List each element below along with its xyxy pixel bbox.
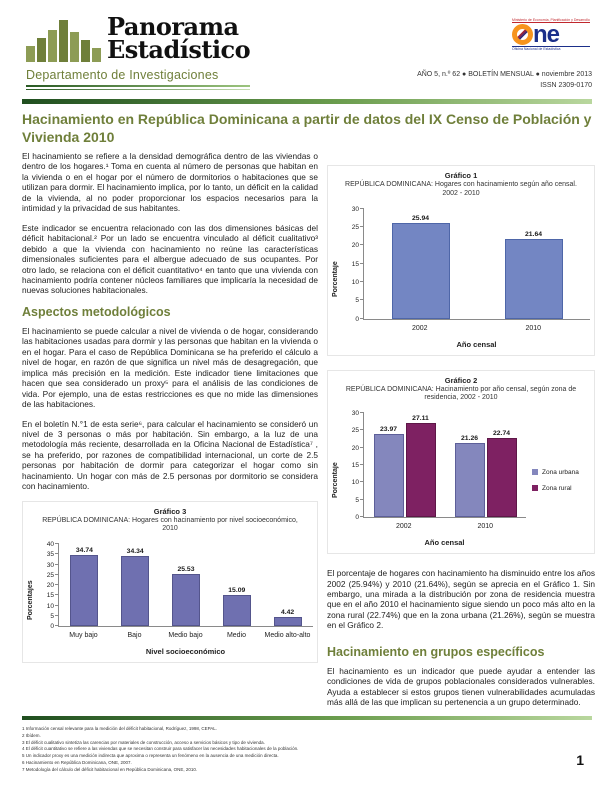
header-divider (22, 99, 592, 104)
y-tick-label: 10 (46, 602, 54, 610)
chart-subtitle: REPÚBLICA DOMINICANA: Hacinamiento por año censal, según zona de residencia, 2002 - 2010 (345, 385, 577, 402)
y-axis-label: Porcentaje (332, 260, 339, 297)
category-group (110, 544, 161, 626)
bar-value-label: 34.34 (126, 547, 144, 555)
x-tick-label: 2002 (395, 523, 412, 531)
x-tick-row (363, 523, 526, 531)
category-group (477, 209, 590, 319)
article-title: Hacinamiento en República Dominicana a partir de datos del IX Censo de Población y Vivienda 2010 (22, 111, 592, 146)
issn: ISSN 2309-0170 (540, 81, 592, 89)
page-number: 1 (576, 752, 584, 768)
issue-line: AÑO 5, n.º 62 ● BOLETÍN MENSUAL ● noviembre 2013 (417, 71, 592, 78)
issue-info (417, 70, 592, 91)
chart-body (332, 410, 590, 548)
left-column (22, 151, 318, 677)
y-tick-label: 25 (351, 427, 359, 435)
brand-title (107, 12, 251, 65)
chart-subtitle: REPÚBLICA DOMINICANA: Hogares con hacinamiento según año censal. 2002 - 2010 (345, 181, 577, 197)
chart-grafico-2 (327, 370, 595, 555)
one-logo (512, 18, 590, 51)
y-tick-label: 30 (351, 410, 359, 418)
x-tick-row (58, 632, 313, 640)
y-tick-label: 20 (351, 444, 359, 452)
plot-area (351, 410, 526, 522)
legend (526, 413, 590, 547)
bar-value-label: 22.74 (492, 430, 511, 438)
chart-subtitle: REPÚBLICA DOMINICANA: Hogares con hacinamiento por nivel socioeconómico, 2010 (42, 516, 298, 533)
chart-title: Gráfico 3 (153, 506, 187, 516)
x-tick-label: Muy bajo (69, 632, 98, 640)
category-group (59, 544, 110, 626)
plot-area (46, 541, 313, 631)
x-axis-label: Año censal (456, 339, 497, 349)
ministry-label: Ministerio de Economía, Planificación y Desarrollo (512, 18, 590, 22)
bar (392, 215, 450, 318)
chart-frame (327, 165, 595, 356)
bar (274, 609, 302, 626)
y-tick-label: 5 (50, 612, 54, 620)
bars-row (59, 544, 313, 626)
one-caption: Oficina Nacional de Estadística (512, 46, 590, 51)
plot-area (351, 205, 590, 323)
footnote: 2 Ibídem. (22, 732, 41, 738)
footnote: 4 El déficit cuantitativo se refiere a las viviendas que se necesitan construir para satisfacer las necesidades habitacionales de la población. (22, 746, 299, 752)
bar (406, 415, 436, 517)
chart-title: Gráfico 2 (444, 375, 478, 385)
bars-row (364, 209, 590, 319)
y-axis-label: Porcentajes (27, 580, 34, 621)
bar-value-label: 27.11 (412, 415, 429, 423)
section-heading-groups: Hacinamiento en grupos específicos (327, 644, 545, 659)
y-tick-label: 25 (351, 223, 359, 231)
bar-value-label: 25.94 (411, 215, 430, 223)
footnote: 7 Metodología del cálculo del déficit habitacional en República Dominicana, ONE, 2010. (22, 766, 198, 772)
plot-column (343, 205, 590, 349)
brand-underline (26, 85, 250, 87)
plot-column (38, 541, 313, 657)
bar-value-label: 34.74 (75, 546, 93, 554)
chart-body (332, 205, 590, 349)
y-tick-label: 5 (355, 496, 359, 504)
bars-row (364, 413, 526, 517)
chart-body (27, 541, 313, 657)
paragraph-intro: El hacinamiento se refiere a la densidad demográfica dentro de las viviendas o dentro de los hogares.¹ Toma en cuenta al número de personas que habitan en la vivienda o en el hogar por el número de dormitorios o habitaciones que se utilizan para dormir. El hacinamiento implica, por lo tanto, un déficit en la calidad de la vivienda, al no poder proporcionar los espacios necesarios para la intimidad y la privacidad de sus habitantes. (22, 151, 318, 214)
footnote: 3 El déficit cualitativo sintetiza las carencias por materiales de construcción, acceso a servicios básicos y tipo de vivienda. (22, 739, 265, 745)
legend-item (532, 469, 590, 476)
bar-value-label: 15.09 (228, 587, 246, 595)
y-tick-label: 20 (46, 582, 54, 590)
y-tick-label: 30 (46, 561, 54, 569)
y-tick-label: 0 (355, 514, 359, 522)
bar-value-label: 4.42 (280, 609, 295, 617)
category-group (445, 413, 526, 517)
legend-swatch-icon (532, 469, 538, 475)
legend-label: Zona urbana (542, 468, 579, 476)
legend-item (532, 485, 590, 492)
category-group (364, 413, 445, 517)
y-tick-label: 35 (46, 551, 54, 559)
y-axis-label: Porcentaje (332, 462, 339, 498)
y-tick-label: 5 (355, 297, 359, 305)
x-tick-label: 2010 (477, 523, 494, 531)
legend-label: Zona rural (542, 484, 572, 492)
one-wordmark: ne (533, 20, 560, 48)
brand-underline-2 (26, 89, 250, 90)
x-tick-label: 2002 (411, 324, 428, 332)
header (22, 14, 592, 98)
y-tick-label: 20 (351, 242, 359, 250)
footnotes (22, 726, 592, 773)
legend-swatch-icon (532, 485, 538, 491)
chart-frame (327, 370, 595, 555)
paragraph-methodology: El hacinamiento se puede calcular a nivel de vivienda o de hogar, considerando las habitaciones usadas para dormir y las personas que habitan en la vivienda o en el hogar. Para el caso de República Dominicana se ha preferido el cálculo a nivel de hogar, en razón de que significa un nivel más de desagregación, que implica más precisión en la medición. Este indicador tiene limitaciones que hacen que sea considerado un proxy⁵ para el análisis de las condiciones de vida. Por ejemplo, una de estas restricciones es que no mide las dimensiones de las habitaciones. (22, 325, 318, 410)
department-label: Departamento de Investigaciones (26, 68, 219, 82)
y-tick-label: 10 (351, 278, 359, 286)
bar (505, 231, 563, 318)
bar (121, 547, 149, 626)
x-tick-label: Medio (226, 632, 247, 640)
bar (374, 425, 404, 517)
y-tick-label: 10 (351, 479, 359, 487)
x-axis-label: Nivel socioeconómico (145, 647, 226, 657)
paragraph-threshold: En el boletín N.°1 de esta serie⁶, para calcular el hacinamiento se consideró un nivel de 3 personas o más por habitación. Sin embargo, a la luz de una metodología más reciente, desarrollada en la Oficina Nacional de Estadística⁷ , se ha preferido, por razones de compatibilidad internacional, un corte de 2.5 personas por habitación de dormir para categorizar el hogar como sin hacinamiento. Un hogar con más de 2.5 personas por dormitorio se considera con hacinamiento. (22, 418, 318, 492)
footnote: 6 Hacinamiento en República Dominicana, ONE, 2007. (22, 759, 132, 765)
brand-title-line1: Panorama (107, 12, 239, 42)
section-heading-methodology: Aspectos metodológicos (22, 304, 171, 319)
y-tick-label: 15 (351, 260, 359, 268)
paragraph-dimensions: Este indicador se encuentra relacionado con las dos dimensiones básicas del déficit habitacional.² Por un lado se encuentra vinculado al déficit cualitativo³ debido a que la vivienda con hacinamiento no reúne las características dimensionales suficientes para el albergue adecuado de sus ocupantes. Por otro lado, se relaciona con el déficit cuantitativo⁴ en tanto que una vivienda con hacinamiento podría contener núcleos familiares que implicaría la necesidad de nuevas soluciones habitacionales. (22, 222, 318, 296)
paragraph-results: El porcentaje de hogares con hacinamiento ha disminuido entre los años 2002 (25.94%) y 2010 (21.64%), según se aprecia en el Gráfico 1. Sin embargo, una mirada a la distribución por zona de residencia muestra que en el año 2010 el hacinamiento sigue siendo un poco más alto en la zona rural (22.74%) que en la zona urbana (21.26%), según se muestra en el Gráfico 2. (327, 568, 595, 631)
bar-value-label: 21.26 (460, 435, 479, 443)
right-column (327, 165, 595, 717)
brand (26, 12, 251, 90)
bar-value-label: 21.64 (524, 231, 543, 239)
category-group (211, 544, 262, 626)
y-tick-label: 0 (355, 315, 359, 323)
footnote: 5 Un indicador proxy es una medición indirecta que aproxima o representa un fenómeno en la ausencia de una medición directa. (22, 753, 279, 758)
y-tick-label: 25 (46, 571, 54, 579)
category-group (161, 544, 212, 626)
footnote: 1 Información censal relevante para la medición del déficit habitacional, Rodríguez, 1998, CEPAL. (22, 726, 218, 731)
x-tick-label: 2010 (525, 324, 542, 332)
one-ring-icon (512, 24, 533, 45)
plot-column (343, 410, 526, 548)
bar-value-label: 25.53 (177, 565, 195, 573)
x-tick-label: Medio alto-alto (264, 632, 311, 640)
category-group (364, 209, 477, 319)
x-tick-row (363, 325, 590, 333)
x-axis-label: Año censal (424, 538, 465, 548)
y-tick-label: 15 (46, 592, 54, 600)
bar (487, 430, 517, 517)
y-tick-label: 30 (351, 205, 359, 213)
category-group (262, 544, 313, 626)
footer-divider (22, 716, 592, 720)
y-tick-label: 15 (351, 462, 359, 470)
chart-title: Gráfico 1 (444, 171, 478, 180)
chart-grafico-3 (22, 501, 318, 664)
paragraph-groups: El hacinamiento es un indicador que puede ayudar a entender las condiciones de vida de grupos poblacionales considerados vulnerables. Ayuda a establecer si estos grupos tienen vulnerabilidades acumuladas más allá de las que implican su pertenencia a un grupo determinado. (327, 665, 595, 708)
bar (172, 565, 200, 626)
brand-title-line2: Estadístico (107, 35, 251, 65)
chart-frame (22, 501, 318, 664)
y-tick-label: 0 (50, 623, 54, 631)
bar-value-label: 23.97 (379, 425, 398, 433)
x-tick-label: Medio bajo (168, 632, 203, 640)
bar (455, 435, 485, 517)
x-tick-label: Bajo (127, 632, 142, 640)
y-tick-label: 40 (46, 541, 54, 549)
bar-chart-logo-icon (26, 16, 101, 62)
bar (70, 546, 98, 626)
bar (223, 587, 251, 626)
chart-grafico-1 (327, 165, 595, 356)
